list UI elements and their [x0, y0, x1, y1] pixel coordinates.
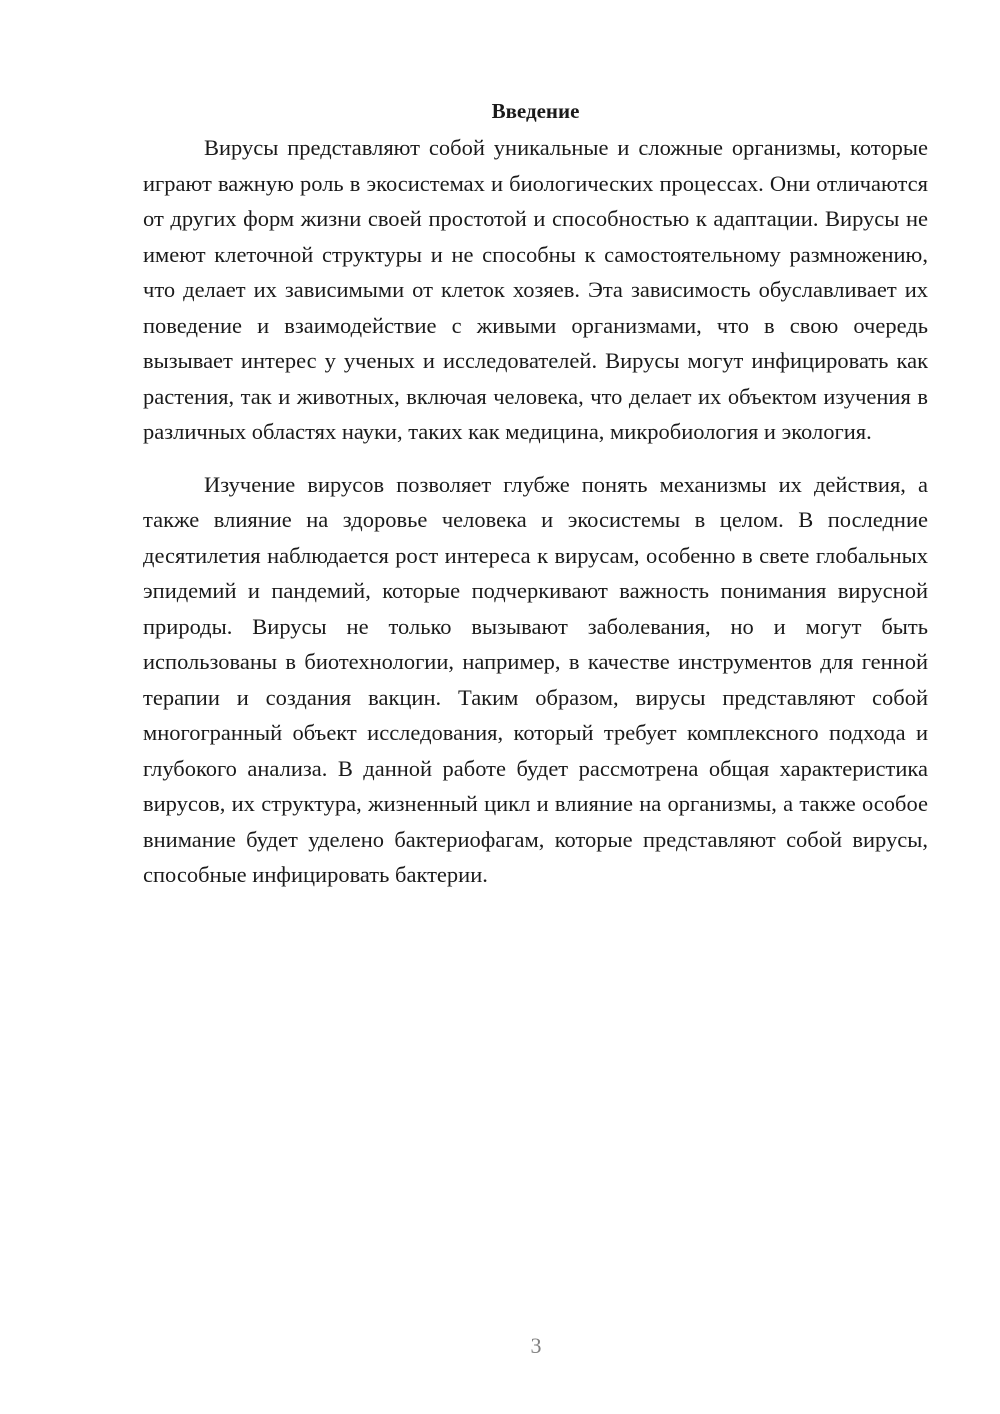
paragraph-2: Изучение вирусов позволяет глубже понять механизмы их действия, а также влияние на здоровье человека и экосистемы в целом. В последние десятилетия наблюдается рост интереса к вирусам, особенно в свете глобальных эпидемий и пандемий, которые подчеркивают важность понимания вирусной природы. Вирусы не только вызывают заболевания, но и могут быть использованы в биотехнологии, например, в качестве инструментов для генной терапии и создания вакцин. Таким образом, вирусы представляют собой многогранный объект исследования, который требует комплексного подхода и глубокого анализа. В данной работе будет рассмотрена общая характеристика вирусов, их структура, жизненный цикл и влияние на организмы, а также особое внимание будет уделено бактериофагам, которые представляют собой вирусы, способные инфицировать бактерии. — [143, 471, 928, 887]
paragraph-1: Вирусы представляют собой уникальные и сложные организмы, которые играют важную роль в экосистемах и биологических процессах. Они отличаются от других форм жизни своей простотой и способностью к адаптации. Вирусы не имеют клеточной структуры и не способны к самостоятельному размножению, что делает их зависимыми от клеток хозяев. Эта зависимость обуславливает их поведение и взаимодействие с живыми организмами, что в свою очередь вызывает интерес у ученых и исследователей. Вирусы могут инфицировать как растения, так и животных, включая человека, что делает их объектом изучения в различных областях науки, таких как медицина, микробиология и экология. — [143, 135, 928, 444]
page-number: 3 — [530, 1333, 542, 1358]
section-heading: Введение — [491, 99, 580, 123]
page-content — [143, 96, 928, 893]
